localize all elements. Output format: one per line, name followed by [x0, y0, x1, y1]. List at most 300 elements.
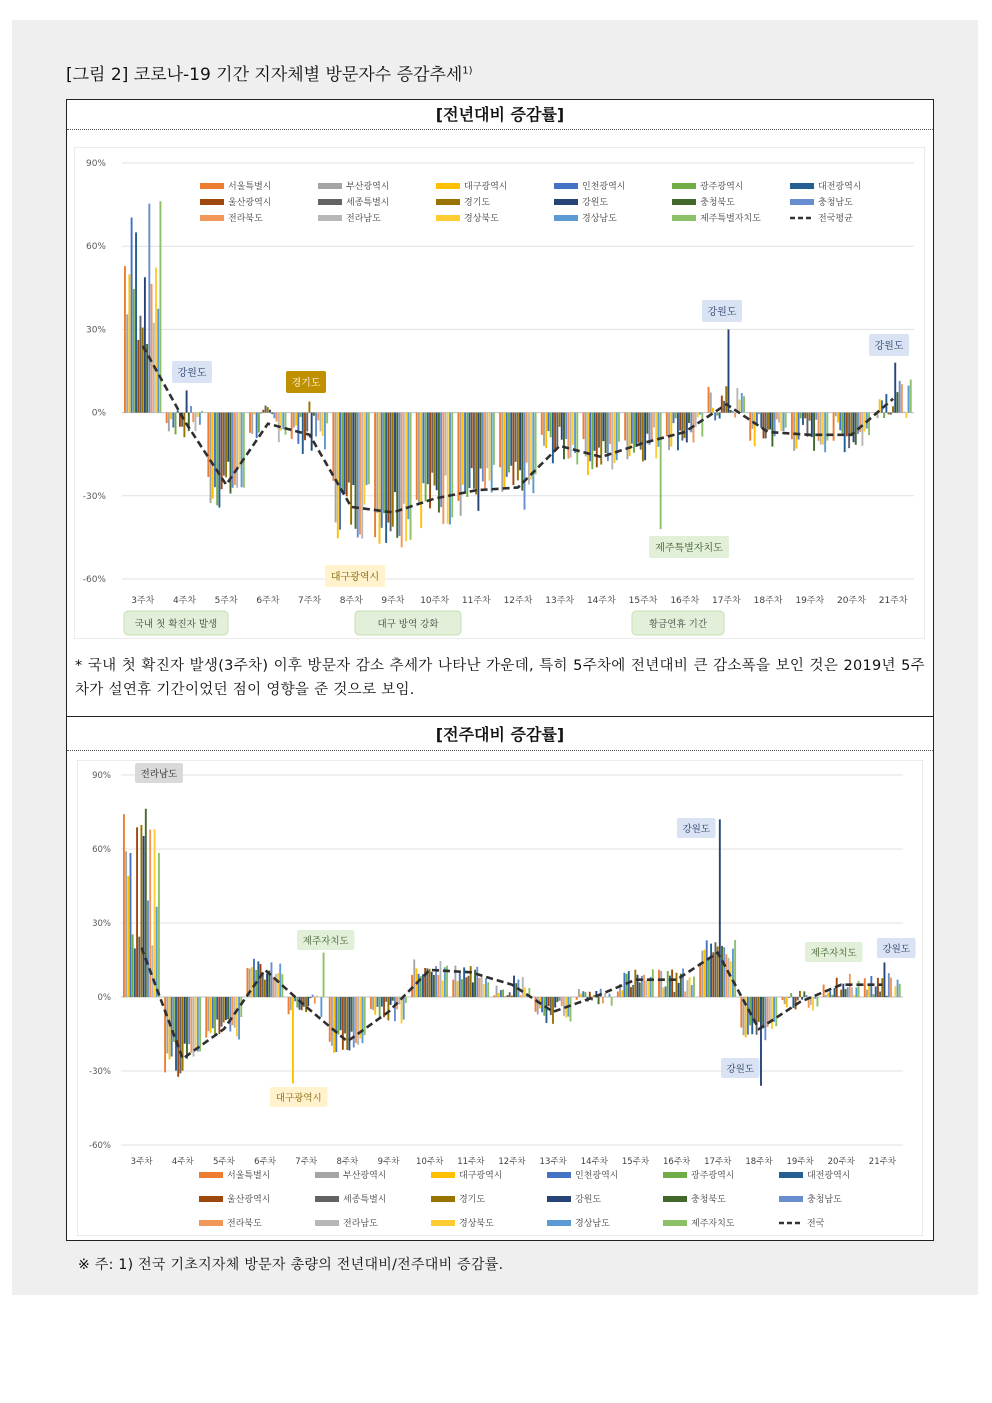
wow-annotation-label: 강원도: [726, 1064, 755, 1075]
yoy-bar: [614, 413, 616, 463]
yoy-bar: [326, 413, 328, 424]
wow-bar: [496, 986, 498, 997]
wow-bar: [769, 997, 771, 1021]
wow-bar: [788, 997, 790, 998]
wow-bar: [125, 851, 127, 997]
yoy-bar: [556, 413, 558, 448]
yoy-y-tick-label: -60%: [82, 575, 106, 585]
wow-bar: [894, 986, 896, 997]
yoy-bar: [530, 413, 532, 480]
wow-bar: [509, 992, 511, 997]
yoy-bar: [624, 413, 626, 441]
yoy-bar: [901, 384, 903, 412]
yoy-x-tick-label: 5주차: [214, 596, 238, 606]
yoy-legend-label: 전국평균: [818, 214, 853, 224]
yoy-bar: [512, 413, 514, 486]
yoy-bar: [440, 413, 442, 507]
yoy-bar: [515, 413, 517, 462]
yoy-bar: [800, 413, 802, 419]
yoy-legend-label: 울산광역시: [228, 198, 272, 208]
wow-legend-swatch: [315, 1196, 339, 1202]
wow-x-tick-label: 6주차: [254, 1157, 276, 1167]
yoy-bar: [635, 413, 637, 447]
wow-x-tick-label: 20주차: [827, 1157, 855, 1167]
yoy-bar: [795, 413, 797, 449]
wow-bar: [520, 995, 522, 997]
wow-bar: [218, 997, 220, 1034]
yoy-bar: [853, 413, 855, 443]
wow-bar: [431, 972, 433, 997]
yoy-bar: [429, 413, 431, 509]
wow-bar: [223, 997, 225, 1022]
yoy-bar: [190, 406, 192, 413]
wow-bar: [715, 942, 717, 997]
yoy-legend-swatch: [790, 183, 814, 189]
wow-bar: [362, 997, 364, 1043]
wow-annotation-label: 강원도: [882, 944, 911, 955]
wow-bar: [403, 997, 405, 1020]
wow-legend-swatch: [779, 1196, 803, 1202]
yoy-bar: [888, 413, 890, 415]
wow-bar: [179, 997, 181, 1073]
yoy-bar: [361, 413, 363, 539]
yoy-bar: [563, 413, 565, 460]
yoy-legend-label: 전라남도: [346, 214, 381, 224]
yoy-legend-label: 충청남도: [818, 198, 853, 208]
yoy-bar: [714, 413, 716, 421]
wow-bar: [611, 997, 613, 1006]
yoy-bar: [297, 413, 299, 444]
yoy-bar: [699, 413, 701, 415]
wow-bar: [652, 969, 654, 997]
yoy-y-tick-label: -30%: [82, 491, 106, 502]
yoy-bar: [238, 413, 240, 468]
yoy-x-tick-label: 19주차: [795, 596, 825, 606]
yoy-bar: [249, 413, 251, 433]
wow-bar: [348, 997, 350, 1050]
yoy-legend-swatch: [554, 199, 578, 205]
yoy-bar: [295, 413, 297, 426]
yoy-bar: [758, 413, 760, 414]
yoy-bar: [186, 390, 188, 412]
wow-legend-label: 충청북도: [691, 1195, 726, 1205]
wow-bar: [866, 989, 868, 997]
yoy-bar: [146, 344, 148, 413]
yoy-bar: [631, 413, 633, 444]
wow-x-tick-label: 21주차: [868, 1157, 897, 1167]
wow-bar: [853, 995, 855, 997]
yoy-bar: [864, 413, 866, 432]
wow-bar: [229, 997, 231, 1032]
wow-y-tick-label: 0%: [97, 993, 111, 1003]
wow-bar: [465, 977, 467, 997]
wow-bar: [305, 997, 307, 1012]
yoy-bar: [767, 413, 769, 430]
wow-bar: [316, 996, 318, 997]
yoy-legend-swatch: [672, 199, 696, 205]
wow-bar: [199, 997, 201, 1051]
wow-bar: [370, 997, 372, 1009]
yoy-legend-label: 세종특별시: [346, 198, 390, 208]
yoy-bar: [128, 274, 130, 412]
wow-annotation-label: 전라남도: [140, 769, 178, 780]
yoy-legend-label: 강원도: [582, 198, 609, 208]
wow-legend-swatch: [663, 1220, 687, 1226]
yoy-bar: [644, 413, 646, 461]
yoy-bar: [585, 413, 587, 457]
yoy-bar: [811, 413, 813, 437]
yoy-bar: [719, 413, 721, 419]
yoy-y-tick-label: 90%: [85, 159, 106, 169]
wow-x-tick-label: 5주차: [212, 1157, 235, 1167]
yoy-legend-swatch: [318, 199, 342, 205]
yoy-bar: [457, 413, 459, 501]
wow-bar: [481, 975, 483, 997]
wow-bar: [897, 980, 899, 997]
yoy-legend-swatch: [436, 183, 460, 189]
yoy-bar: [170, 413, 172, 419]
yoy-bar: [583, 413, 585, 440]
wow-bar: [240, 997, 242, 1017]
yoy-bar: [638, 413, 640, 443]
wow-bar: [678, 983, 680, 997]
yoy-legend-label: 대전광역시: [818, 182, 862, 192]
wow-bar: [559, 997, 561, 1001]
yoy-bar: [519, 413, 521, 471]
wow-bar: [433, 975, 435, 997]
wow-bar: [617, 991, 619, 997]
yoy-bar: [273, 413, 275, 419]
yoy-x-tick-label: 3주차: [131, 596, 155, 606]
yoy-bar: [815, 413, 817, 420]
yoy-bar: [315, 413, 317, 437]
wow-bar: [232, 997, 234, 1025]
wow-bar: [292, 997, 294, 1083]
wow-legend-label: 부산광역시: [343, 1171, 387, 1181]
wow-bar: [645, 981, 647, 997]
wow-bar: [210, 997, 212, 1033]
yoy-bar: [730, 410, 732, 413]
yoy-bar: [308, 402, 310, 413]
wow-bar: [485, 978, 487, 997]
wow-annotation-label: 제주자치도: [810, 948, 857, 959]
yoy-x-tick-label: 7주차: [298, 596, 322, 606]
yoy-bar: [199, 413, 201, 425]
yoy-bar: [339, 413, 341, 530]
wow-bar: [401, 997, 403, 1023]
wow-legend-swatch: [547, 1220, 571, 1226]
wow-x-tick-label: 8주차: [336, 1157, 359, 1167]
yoy-bar: [535, 413, 537, 475]
yoy-bar: [269, 410, 271, 413]
yoy-legend-label: 전라북도: [228, 214, 263, 224]
figure-title: [66, 60, 473, 85]
yoy-bar: [510, 413, 512, 466]
yoy-bar: [418, 413, 420, 504]
wow-bar: [706, 940, 708, 997]
wow-bar: [643, 975, 645, 997]
wow-bar: [498, 993, 500, 997]
wow-x-tick-label: 14주차: [580, 1157, 608, 1167]
wow-legend-label: 인천광역시: [575, 1171, 619, 1181]
wow-legend-swatch: [199, 1196, 223, 1202]
yoy-bar: [908, 385, 910, 412]
yoy-bar: [820, 413, 822, 445]
wow-bar: [658, 970, 660, 997]
wow-bar: [870, 976, 872, 997]
wow-bar: [725, 954, 727, 997]
wow-legend-label: 전라남도: [343, 1219, 378, 1229]
yoy-x-tick-label: 14주차: [586, 596, 616, 606]
yoy-bar: [749, 413, 751, 441]
wow-bar: [143, 836, 145, 997]
wow-x-tick-label: 9주차: [377, 1157, 400, 1167]
wow-bar: [493, 995, 495, 997]
yoy-bar: [346, 413, 348, 497]
yoy-legend-swatch: [554, 183, 578, 189]
yoy-bar: [368, 413, 370, 485]
wow-bar: [812, 997, 814, 1010]
wow-bar: [309, 997, 311, 998]
wow-bar: [728, 958, 730, 997]
wow-bar: [740, 997, 742, 1028]
yoy-bar: [442, 413, 444, 524]
yoy-bar: [387, 413, 389, 523]
yoy-bar: [890, 413, 892, 415]
wow-bar: [346, 997, 348, 1050]
yoy-bar: [265, 406, 267, 413]
yoy-bar: [484, 413, 486, 491]
yoy-bar: [405, 413, 407, 542]
yoy-bar: [410, 413, 412, 540]
yoy-bar: [285, 413, 287, 435]
wow-bar: [834, 988, 836, 997]
wow-bar: [260, 964, 262, 997]
wow-bar: [147, 900, 149, 997]
yoy-bar: [124, 266, 126, 413]
yoy-bar: [710, 393, 712, 413]
yoy-bar: [223, 413, 225, 476]
wow-bar: [584, 992, 586, 997]
yoy-bar: [660, 413, 662, 529]
wow-bar: [803, 991, 805, 997]
yoy-bar: [363, 413, 365, 505]
wow-bar: [522, 977, 524, 997]
yoy-bar: [657, 413, 659, 447]
yoy-bar: [379, 413, 381, 544]
yoy-title-divider: [67, 129, 933, 130]
wow-bar: [288, 997, 290, 1014]
yoy-bar: [609, 413, 611, 445]
wow-bar: [271, 962, 273, 997]
yoy-bar: [401, 413, 403, 548]
yoy-bar: [506, 413, 508, 477]
yoy-bar: [598, 413, 600, 448]
yoy-x-tick-label: 13주차: [545, 596, 575, 606]
yoy-bar: [541, 413, 543, 435]
yoy-bar: [394, 413, 396, 493]
yoy-bar: [251, 413, 253, 434]
wow-bar: [398, 997, 400, 1005]
yoy-bar: [835, 413, 837, 417]
yoy-bar: [824, 413, 826, 453]
wow-bar: [673, 992, 675, 997]
wow-bar: [437, 975, 439, 997]
wow-bar: [734, 940, 736, 997]
yoy-bar: [482, 413, 484, 482]
yoy-bar: [355, 413, 357, 529]
yoy-bar: [359, 413, 361, 535]
yoy-bar: [804, 413, 806, 419]
wow-bar: [355, 997, 357, 1043]
wow-bar: [634, 970, 636, 997]
wow-bar: [379, 997, 381, 1018]
yoy-bar: [197, 413, 199, 417]
yoy-bar: [332, 413, 334, 481]
wow-bar: [329, 997, 331, 1042]
wow-bar: [621, 990, 623, 997]
yoy-x-tick-label: 4주차: [172, 596, 197, 606]
wow-x-tick-label: 4주차: [171, 1157, 194, 1167]
wow-bar: [814, 997, 816, 999]
yoy-bar: [341, 413, 343, 494]
wow-legend-swatch: [663, 1196, 687, 1202]
yoy-bar: [256, 413, 258, 438]
yoy-bar: [311, 413, 313, 451]
yoy-bar: [725, 386, 727, 412]
wow-bar: [357, 997, 359, 1045]
wow-bar: [710, 944, 712, 997]
wow-bar: [227, 997, 229, 1019]
wow-bar: [771, 997, 773, 1029]
wow-bar: [682, 968, 684, 997]
yoy-bar: [175, 413, 177, 435]
wow-bar: [478, 978, 480, 997]
wow-bar: [732, 949, 734, 997]
wow-y-tick-label: -30%: [89, 1067, 111, 1077]
yoy-legend-swatch: [672, 215, 696, 221]
yoy-bar: [826, 413, 828, 441]
yoy-bar: [670, 413, 672, 447]
yoy-bar: [771, 413, 773, 447]
yoy-x-tick-label: 18주차: [753, 596, 783, 606]
yoy-bar: [769, 413, 771, 430]
wow-legend-swatch: [779, 1172, 803, 1178]
yoy-legend-label: 경기도: [464, 198, 491, 208]
wow-legend-label: 전국: [807, 1219, 825, 1229]
wow-bar: [886, 996, 888, 997]
yoy-bar: [626, 413, 628, 460]
yoy-bar: [407, 413, 409, 520]
wow-x-tick-label: 16주차: [663, 1157, 691, 1167]
yoy-legend-label: 충청북도: [700, 198, 735, 208]
yoy-x-tick-label: 20주차: [837, 596, 866, 606]
wow-bar: [719, 819, 721, 997]
wow-bar: [318, 996, 320, 997]
wow-bar: [262, 974, 264, 997]
yoy-event-label: 대구 방역 강화: [377, 619, 439, 630]
wow-bar: [786, 997, 788, 1007]
yoy-bar: [195, 413, 197, 432]
yoy-annotation-label: 강원도: [874, 341, 904, 352]
yoy-bar: [462, 413, 464, 485]
wow-x-tick-label: 3주차: [130, 1157, 153, 1167]
wow-y-tick-label: 30%: [92, 919, 111, 929]
wow-bar: [372, 997, 374, 1010]
yoy-bar: [734, 413, 736, 418]
yoy-legend-label: 서울특별시: [228, 182, 272, 192]
yoy-legend-swatch: [436, 215, 460, 221]
yoy-bar: [151, 284, 153, 413]
chart-note: * 국내 첫 확진자 발생(3주차) 이후 방문자 감소 추세가 나타난 가운데, 특히 5주차에 전년대비 큰 감소폭을 보인 것은 2019년 5주차가 설연휴 기간이었던 점이 영향을 준 것으로 보임.: [75, 658, 925, 698]
yoy-bar: [431, 413, 433, 473]
wow-legend-swatch: [547, 1196, 571, 1202]
wow-bar: [377, 997, 379, 1007]
wow-bar: [712, 952, 714, 997]
yoy-bar: [818, 413, 820, 441]
yoy-bar: [425, 413, 427, 502]
wow-title-divider: [67, 750, 933, 751]
wow-bar: [335, 997, 337, 1052]
yoy-bar: [822, 413, 824, 445]
wow-legend-swatch: [431, 1172, 455, 1178]
wow-bar: [130, 853, 132, 997]
wow-bar: [212, 997, 214, 1028]
yoy-legend-swatch: [200, 215, 224, 221]
wow-legend-label: 제주자치도: [691, 1219, 735, 1229]
wow-bar: [216, 997, 218, 1020]
yoy-bar: [526, 413, 528, 463]
yoy-legend-swatch: [672, 183, 696, 189]
yoy-bar: [910, 380, 912, 413]
wow-bar: [502, 990, 504, 997]
yoy-bar: [466, 413, 468, 497]
wow-bar: [186, 997, 188, 1059]
wow-bar: [418, 974, 420, 997]
wow-bar: [758, 997, 760, 1022]
wow-legend-swatch: [199, 1220, 223, 1226]
wow-bar: [888, 973, 890, 997]
wow-bar: [151, 945, 153, 997]
yoy-bar: [427, 413, 429, 485]
yoy-bar: [532, 413, 534, 494]
wow-bar: [775, 997, 777, 1026]
yoy-bar: [896, 392, 898, 412]
yoy-bar: [489, 413, 491, 481]
yoy-bar: [798, 413, 800, 440]
wow-bar: [296, 997, 298, 1007]
yoy-bar: [903, 412, 905, 413]
wow-bar: [205, 997, 207, 1038]
wow-bar: [604, 993, 606, 997]
yoy-bar: [591, 413, 593, 470]
yoy-bar: [137, 340, 139, 413]
yoy-bar: [403, 413, 405, 504]
wow-legend-label: 강원도: [575, 1195, 602, 1205]
wow-bar: [169, 997, 171, 1059]
wow-x-tick-label: 12주차: [498, 1157, 526, 1167]
yoy-bar: [302, 413, 304, 454]
wow-bar: [704, 950, 706, 997]
wow-bar: [756, 997, 758, 1035]
yoy-bar: [157, 309, 159, 413]
wow-bar: [877, 978, 879, 997]
yoy-bar: [524, 413, 526, 510]
wow-bar: [342, 997, 344, 1050]
yoy-bar: [477, 413, 479, 511]
yoy-bar: [701, 413, 703, 437]
wow-bar: [381, 997, 383, 1007]
